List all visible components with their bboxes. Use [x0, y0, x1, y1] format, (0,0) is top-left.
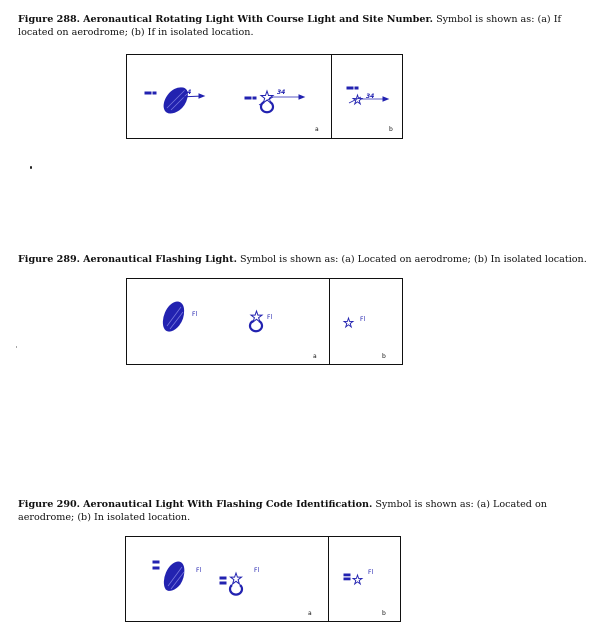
figure-number: Figure 290. [18, 499, 81, 510]
figure-title: Aeronautical Flashing Light. [83, 254, 237, 265]
course-arrow-icon [177, 89, 207, 99]
panel-divider [329, 279, 330, 364]
figure-description: Symbol is shown as: (a) Located on aerodrome; (b) In isolated location. [18, 499, 547, 523]
light-code: Fl [368, 569, 374, 576]
light-code: Fl [360, 316, 366, 323]
figure-title: Aeronautical Light With Flashing Code Identification. [83, 499, 373, 510]
star-icon [353, 95, 362, 104]
figure-288-caption [18, 13, 588, 39]
figure-title: Aeronautical Rotating Light With Course Light and Site Number. [83, 14, 433, 25]
figure-number: Figure 288. [18, 14, 81, 25]
figure-289-box [126, 278, 403, 365]
figure-description: Symbol is shown as: (a) If located on aerodrome; (b) If in isolated location. [18, 14, 562, 38]
aerodrome-blob-icon [159, 299, 189, 333]
site-number: 34 [183, 89, 192, 96]
panel-label-b: b [382, 610, 386, 617]
open-ring-icon [249, 320, 263, 332]
light-code: Fl [196, 567, 202, 574]
panel-label-a: a [313, 353, 317, 360]
aerodrome-blob-icon [152, 557, 192, 593]
speck [30, 166, 32, 169]
figure-288-box [126, 54, 403, 139]
open-ring-icon [260, 101, 274, 113]
site-number: 34 [366, 93, 375, 100]
panel-divider [331, 55, 332, 138]
speck [16, 346, 17, 348]
course-arrow-icon [245, 87, 307, 117]
figure-290-box [125, 536, 401, 622]
panel-label-b: b [389, 126, 393, 133]
panel-divider [328, 537, 329, 621]
figure-number: Figure 289. [18, 254, 81, 265]
star-icon [220, 573, 250, 597]
panel-label-a: a [308, 610, 312, 617]
figure-290-caption [18, 498, 588, 524]
site-number: 34 [277, 89, 286, 96]
figure-description: Symbol is shown as: (a) Located on aerodrome; (b) In isolated location. [240, 254, 587, 265]
panel-label-a: a [315, 126, 319, 133]
star-icon [344, 571, 366, 587]
panel-label-b: b [382, 353, 386, 360]
light-code: Fl [254, 567, 260, 574]
figure-289-caption [18, 253, 588, 266]
light-code: Fl [267, 314, 273, 321]
star-icon [344, 318, 353, 327]
light-code: Fl [192, 311, 198, 318]
